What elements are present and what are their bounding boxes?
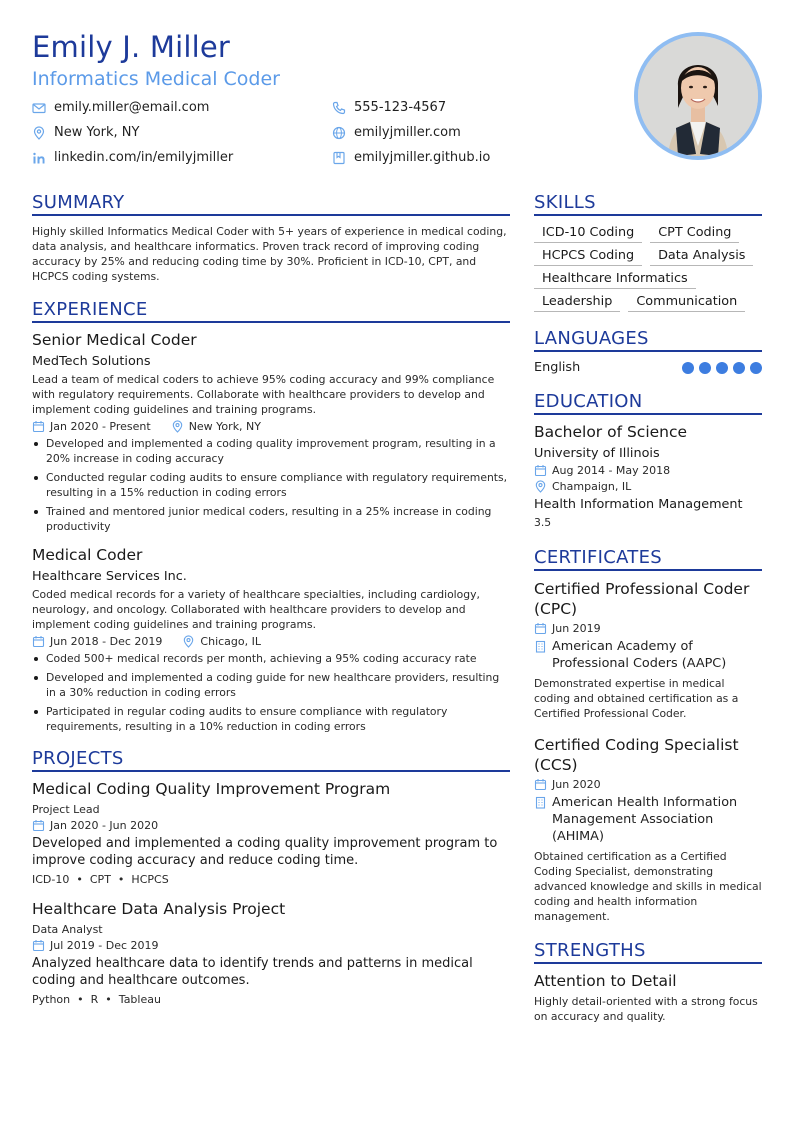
education-location: Champaign, IL xyxy=(552,480,632,493)
portfolio-icon xyxy=(332,151,346,165)
degree: Bachelor of Science xyxy=(534,423,688,441)
certificates-section xyxy=(534,547,762,924)
experience-heading: EXPERIENCE xyxy=(32,299,510,323)
skill-chip: HCPCS Coding xyxy=(534,247,642,266)
projects-section xyxy=(32,748,510,1006)
certificate-description: Obtained certification as a Certified Coding Specialist, demonstrating advanced knowledge and skills in medical coding and health information management. xyxy=(534,850,762,923)
certificate-issuer-row xyxy=(534,638,762,672)
proficiency-dot xyxy=(716,362,728,374)
project-entry xyxy=(32,900,510,1006)
language-name: English xyxy=(534,360,581,375)
linkedin-icon xyxy=(32,151,46,165)
email-text: emily.miller@email.com xyxy=(54,100,210,115)
certificate-entry xyxy=(534,735,762,924)
project-tags: Python • R • Tableau xyxy=(32,993,161,1006)
languages-section xyxy=(534,328,762,375)
project-meta xyxy=(32,819,510,832)
skills-list xyxy=(534,224,762,312)
proficiency-dot xyxy=(699,362,711,374)
proficiency-dot xyxy=(733,362,745,374)
certificate-issuer-row xyxy=(534,794,762,845)
field-of-study: Health Information Management xyxy=(534,497,743,512)
location-pin-icon xyxy=(171,420,184,433)
certificate-entry xyxy=(534,579,762,721)
contact-portfolio[interactable] xyxy=(332,150,490,165)
phone-icon xyxy=(332,101,346,115)
tag: Python xyxy=(32,993,71,1006)
strengths-heading: STRENGTHS xyxy=(534,940,762,964)
calendar-icon xyxy=(32,939,45,952)
project-role: Data Analyst xyxy=(32,923,103,936)
experience-entry xyxy=(32,546,510,734)
certificate-date: Jun 2019 xyxy=(552,622,601,635)
achievement-item: Trained and mentored junior medical coders, resulting in a 25% increase in coding productivity xyxy=(32,504,510,534)
project-description: Developed and implemented a coding quality improvement program to improve coding accuracy and reduce coding time. xyxy=(32,836,498,868)
project-role: Project Lead xyxy=(32,803,100,816)
website-text: emilyjmiller.com xyxy=(354,125,461,140)
proficiency-dots xyxy=(682,362,762,374)
job-title: Medical Coder xyxy=(32,546,143,564)
candidate-name: Emily J. Miller xyxy=(32,30,231,64)
globe-icon xyxy=(332,126,346,140)
envelope-icon xyxy=(32,101,46,115)
contact-email[interactable] xyxy=(32,100,209,115)
job-meta xyxy=(32,635,510,648)
experience-entry xyxy=(32,331,510,534)
skill-chip: ICD-10 Coding xyxy=(534,224,642,243)
summary-section xyxy=(32,192,510,284)
experience-section xyxy=(32,299,510,734)
building-icon xyxy=(534,640,547,653)
tag: HCPCS xyxy=(131,873,169,886)
certificate-title: Certified Coding Specialist (CCS) xyxy=(534,736,739,774)
education-location-row xyxy=(534,480,762,493)
calendar-icon xyxy=(32,819,45,832)
candidate-role: Informatics Medical Coder xyxy=(32,68,280,90)
achievement-item: Developed and implemented a coding quality improvement program, resulting in a 20% increase in coding accuracy xyxy=(32,436,510,466)
certificate-description: Demonstrated expertise in medical coding and obtained certification as a Certified Professional Coder. xyxy=(534,677,739,720)
projects-heading: PROJECTS xyxy=(32,748,510,772)
summary-text: Highly skilled Informatics Medical Coder with 5+ years of experience in medical coding, data analysis, and healthcare informatics. Proven track record of improving coding accuracy by 25% and reducing coding time by 30%. Proficient in ICD-10, CPT, and HCPCS coding systems. xyxy=(32,225,507,283)
calendar-icon xyxy=(534,464,547,477)
achievement-item: Coded 500+ medical records per month, achieving a 95% coding accuracy rate xyxy=(32,651,510,666)
certificates-heading: CERTIFICATES xyxy=(534,547,762,571)
language-row xyxy=(534,360,762,375)
languages-heading: LANGUAGES xyxy=(534,328,762,352)
location-pin-icon xyxy=(32,126,46,140)
strength-description: Highly detail-oriented with a strong focus on accuracy and quality. xyxy=(534,995,758,1023)
strength-title: Attention to Detail xyxy=(534,972,677,990)
linkedin-text: linkedin.com/in/emilyjmiller xyxy=(54,150,234,165)
location-pin-icon xyxy=(182,635,195,648)
strengths-section xyxy=(534,940,762,1024)
contact-linkedin[interactable] xyxy=(32,150,233,165)
left-column xyxy=(32,192,510,1006)
skills-section xyxy=(534,192,762,312)
job-dates: Jun 2018 - Dec 2019 xyxy=(50,635,163,648)
achievement-item: Developed and implemented a coding guide for new healthcare providers, resulting in a 30% reduction in coding errors xyxy=(32,670,510,700)
project-dates: Jul 2019 - Dec 2019 xyxy=(50,939,159,952)
skill-chip: Leadership xyxy=(534,293,620,312)
certificate-issuer: American Health Information Management Association (AHIMA) xyxy=(552,795,738,844)
education-dates-row xyxy=(534,464,762,477)
skill-chip: Communication xyxy=(628,293,745,312)
certificate-date-row xyxy=(534,778,762,791)
phone-text: 555-123-4567 xyxy=(354,100,447,115)
proficiency-dot xyxy=(750,362,762,374)
tag: Tableau xyxy=(118,993,161,1006)
job-achievements xyxy=(32,651,510,734)
tag: CPT xyxy=(89,873,111,886)
job-location: Chicago, IL xyxy=(200,635,261,648)
proficiency-dot xyxy=(682,362,694,374)
calendar-icon xyxy=(32,635,45,648)
job-meta xyxy=(32,420,510,433)
contact-phone[interactable] xyxy=(332,100,446,115)
project-dates: Jan 2020 - Jun 2020 xyxy=(50,819,159,832)
calendar-icon xyxy=(534,622,547,635)
job-title: Senior Medical Coder xyxy=(32,331,197,349)
job-achievements xyxy=(32,436,510,534)
project-description: Analyzed healthcare data to identify trends and patterns in medical coding and healthcare outcomes. xyxy=(32,956,473,988)
education-dates: Aug 2014 - May 2018 xyxy=(552,464,671,477)
skill-chip: Healthcare Informatics xyxy=(534,270,696,289)
project-title: Medical Coding Quality Improvement Program xyxy=(32,780,391,798)
contact-location xyxy=(32,125,139,140)
certificate-title: Certified Professional Coder (CPC) xyxy=(534,580,750,618)
location-pin-icon xyxy=(534,480,547,493)
contact-website[interactable] xyxy=(332,125,461,140)
job-dates: Jan 2020 - Present xyxy=(50,420,151,433)
company-name: Healthcare Services Inc. xyxy=(32,569,187,584)
company-name: MedTech Solutions xyxy=(32,354,151,369)
certificate-date: Jun 2020 xyxy=(552,778,601,791)
job-description: Coded medical records for a variety of healthcare specialties, including cardiology, neurology, and oncology. Collaborated with healthcare providers to develop and implement coding guidelines and training programs. xyxy=(32,588,480,631)
certificate-date-row xyxy=(534,622,762,635)
tag: R xyxy=(90,993,99,1006)
summary-heading: SUMMARY xyxy=(32,192,510,216)
project-title: Healthcare Data Analysis Project xyxy=(32,900,286,918)
education-section xyxy=(534,391,762,529)
gpa: 3.5 xyxy=(534,516,552,529)
right-column xyxy=(534,192,762,1024)
project-entry xyxy=(32,780,510,886)
building-icon xyxy=(534,796,547,809)
calendar-icon xyxy=(32,420,45,433)
project-tags: ICD-10 • CPT • HCPCS xyxy=(32,873,169,886)
achievement-item: Conducted regular coding audits to ensure compliance with regulatory requirements, resulting in a 15% reduction in coding errors xyxy=(32,470,510,500)
education-heading: EDUCATION xyxy=(534,391,762,415)
profile-photo xyxy=(634,32,762,160)
portrait-illustration xyxy=(638,36,758,156)
calendar-icon xyxy=(534,778,547,791)
portfolio-text: emilyjmiller.github.io xyxy=(354,150,491,165)
school: University of Illinois xyxy=(534,446,660,461)
achievement-item: Participated in regular coding audits to ensure compliance with regulatory requirements, resulting in a 10% reduction in coding errors xyxy=(32,704,510,734)
tag: ICD-10 xyxy=(32,873,70,886)
certificate-issuer: American Academy of Professional Coders (AAPC) xyxy=(552,639,727,671)
job-location: New York, NY xyxy=(188,420,261,433)
skill-chip: Data Analysis xyxy=(650,247,753,266)
skill-chip: CPT Coding xyxy=(650,224,739,243)
job-description: Lead a team of medical coders to achieve 95% coding accuracy and 99% compliance with regulatory requirements. Collaborate with healthcare providers to develop and implement coding guidelines and training programs. xyxy=(32,373,495,416)
skills-heading: SKILLS xyxy=(534,192,762,216)
project-meta xyxy=(32,939,510,952)
location-text: New York, NY xyxy=(54,125,140,140)
